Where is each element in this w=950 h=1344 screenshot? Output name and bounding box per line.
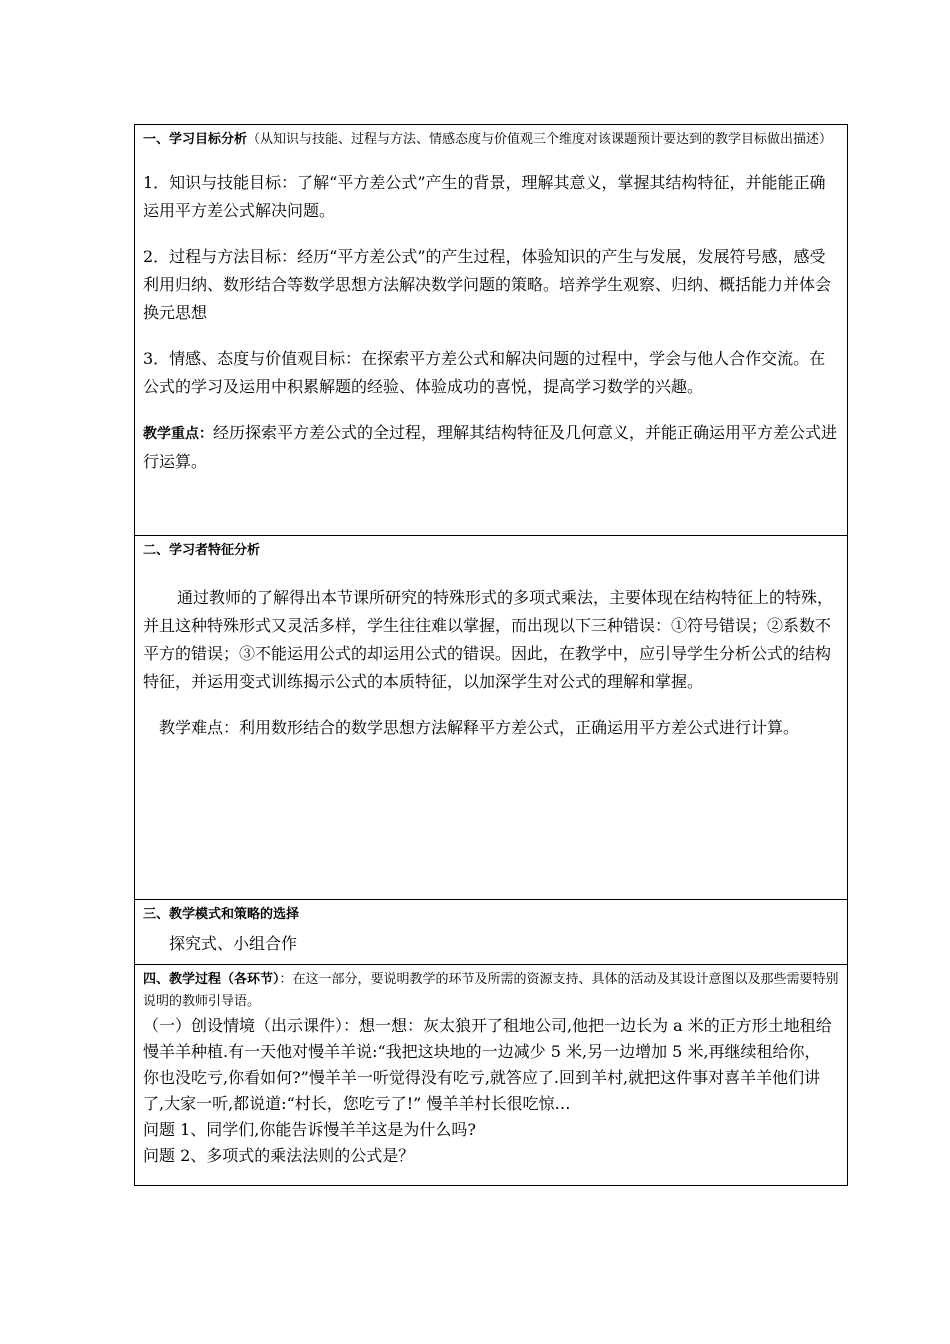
goal-knowledge: 1．知识与技能目标：了解“平方差公式”产生的背景，理解其意义，掌握其结构特征，并能能正确运用平方差公式解决问题。 [143, 173, 826, 220]
lesson-plan-page [134, 124, 848, 1186]
scenario-paragraph: （一）创设情境（出示课件）：想一想：灰太狼开了租地公司,他把一边长为 a 米的正方形土地租给慢羊羊种植.有一天他对慢羊羊说:“我把这块地的一边减少 5 米,另一边增加 5 米,再继续租给你， 你也没吃亏,你看如何?”慢羊羊一听觉得没有吃亏,就答应了.回到羊村,就把这件事对喜羊羊他们讲了,大家一听,都说道:“村长，您吃亏了!” 慢羊羊村长很吃惊… [143, 1016, 832, 1113]
section4-header [143, 965, 839, 1013]
lesson-plan-table [134, 124, 848, 1186]
section-teaching-mode [135, 900, 848, 965]
section3-title: 三、教学模式和策略的选择 [143, 907, 300, 922]
goal-process: 2．过程与方法目标：经历“平方差公式”的产生过程，体验知识的产生与发展，发展符号感，感受利用归纳、数形结合等数学思想方法解决数学问题的策略。培养学生观察、归纳、概括能力并体会换元思想 [143, 247, 832, 322]
teaching-difficulty: 教学难点：利用数形结合的数学思想方法解释平方差公式，正确运用平方差公式进行计算。 [159, 718, 800, 737]
teaching-method: 探究式、小组合作 [169, 934, 298, 953]
section4-title: 四、教学过程（各环节） [143, 972, 280, 987]
section-learning-goals [135, 125, 848, 536]
question-2: 问题 2、多项式的乘法法则的公式是？ [143, 1146, 415, 1165]
section-teaching-process [135, 965, 848, 1186]
teaching-key-point [143, 419, 839, 476]
goal-emotion: 3．情感、态度与价值观目标：在探索平方差公式和解决问题的过程中，学会与他人合作交流。在公式的学习及运用中积累解题的经验、体验成功的喜悦，提高学习数学的兴趣。 [143, 349, 826, 396]
section2-title: 二、学习者特征分析 [143, 543, 261, 558]
section4-note: ：在这一部分，要说明教学的环节及所需的资源支持、具体的活动及其设计意图以及那些需要特别说明的教师引导语。 [143, 972, 839, 1009]
question-1: 问题 1、同学们,你能告诉慢羊羊这是为什么吗? [143, 1120, 476, 1139]
key-label: 教学重点： [143, 426, 213, 442]
learner-paragraph: 通过教师的了解得出本节课所研究的特殊形式的多项式乘法，主要体现在结构特征上的特殊，并且这种特殊形式又灵活多样，学生往往难以掌握，而出现以下三种错误：①符号错误；②系数不平方的错误；③不能运用公式的却运用公式的错误。因此，在教学中，应引导学生分析公式的结构特征，并运用变式训练揭示公式的本质特征，以加深学生对公式的理解和掌握。 [143, 588, 834, 691]
section-learner-analysis [135, 536, 848, 900]
key-text: 经历探索平方差公式的全过程，理解其结构特征及几何意义，并能正确运用平方差公式进行运算。 [143, 423, 838, 471]
section1-note: （从知识与技能、过程与方法、情感态度与价值观三个维度对该课题预计要达到的教学目标做出描述） [247, 132, 833, 147]
section1-header [143, 125, 839, 151]
section1-title: 一、学习目标分析 [143, 132, 248, 147]
